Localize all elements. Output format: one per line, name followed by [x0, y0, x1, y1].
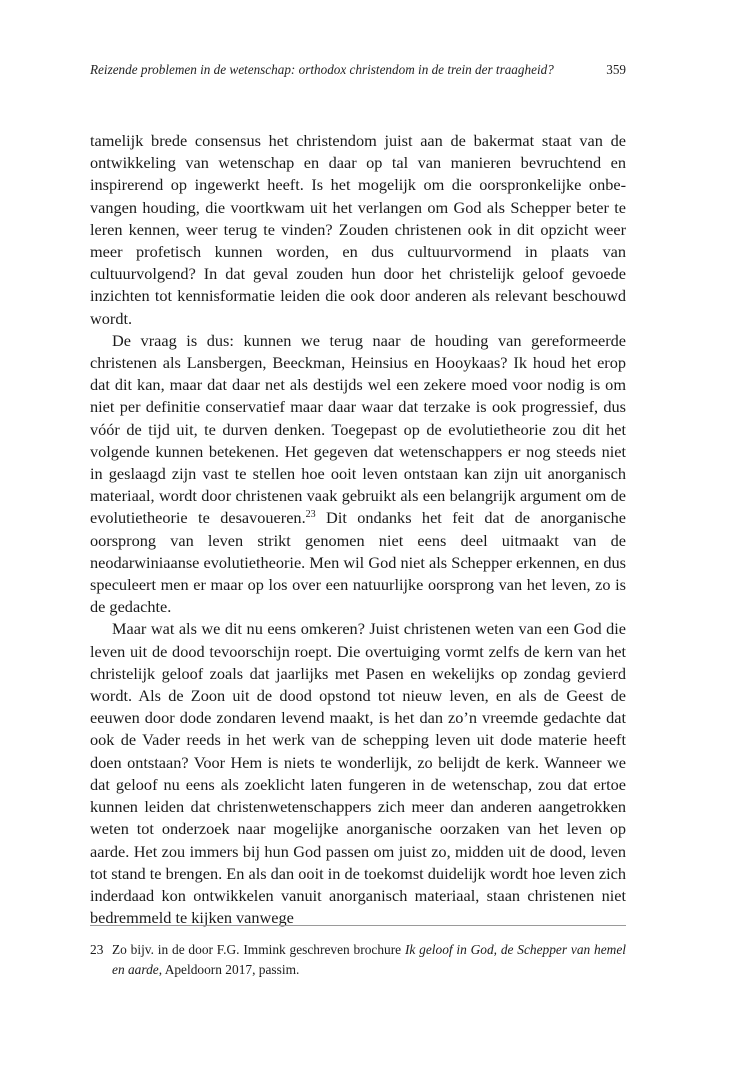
footnote-body	[112, 940, 626, 980]
footnote	[90, 940, 626, 980]
running-header	[90, 62, 626, 78]
paragraph-1: tamelijk brede consensus het christendom juist aan de bakermat staat van de ontwikkeling van wetenschap en daar op tal van manieren bevruchtend en inspirerend op ingewerkt heeft. Is het mogelijk om die oorspronkelijke onbevangen houding, die voortkwam uit het verlangen om God als Schepper beter te leren kennen, weer terug te vinden? Zouden christenen ook in dit opzicht weer meer profetisch kunnen worden, en dus cultuurvormend in plaats van cultuurvolgend? In dat geval zouden hun door het christelijk geloof gevoede inzichten tot kennisformatie leiden die ook door anderen als relevant beschouwd wordt.	[90, 131, 626, 328]
main-text	[90, 130, 626, 929]
footnote-divider	[90, 925, 626, 926]
paragraph-2-text-b: Dit ondanks het feit dat de anorganische oorsprong van leven strikt genomen niet eens deel uitmaakt van de neodarwiniaanse evolutietheorie. Men wil God niet als Schepper erkennen, en dus speculeert men er maar op los over een natuurlijke oorsprong van het leven, zo is de gedachte.	[90, 508, 626, 617]
footnote-reference: 23	[305, 509, 316, 521]
paragraph-3: Maar wat als we dit nu eens omkeren? Juist christenen weten van een God die leven uit de dood tevoorschijn roept. Die overtuiging vormt zelfs de kern van het christelijk geloof zoals dat jaarlijks met Pasen en wekelijks op zondag gevierd wordt. Als de Zoon uit de dood opstond tot nieuw leven, en als de Geest de eeuwen door dode zondaren levend maakt, is het dan zo’n vreemde gedachte dat ook de Vader reeds in het werk van de schepping leven uit dode materie heeft doen ontstaan? Voor Hem is niets te wonderlijk, zo belijdt de kerk. Wanneer we dat geloof nu eens als zoeklicht laten fungeren in de wetenschap, zou dat ertoe kunnen leiden dat christenwetenschappers zich meer dan anderen aangetrokken weten tot onderzoek naar mogelijke anorganische oorzaken van het leven op aarde. Het zou immers bij hun God passen om juist zo, midden uit de dood, leven tot stand te brengen. En als dan ooit in de toekomst duidelijk wordt hoe leven zich inderdaad kon ontwikkelen vanuit anorganisch materiaal, staan christenen niet bedremmeld te kijken vanwege	[90, 619, 626, 928]
paragraph-2	[90, 330, 626, 619]
paragraph-2-text-a: De vraag is dus: kunnen we terug naar de houding van gereformeerde christenen als Lansbergen, Beeckman, Heinsius en Hooykaas? Ik houd het erop dat dit kan, maar dat daar net als destijds wel een zekere moed voor nodig is om niet per definitie conservatief maar daar waar dat terzake is ook progressief, dus vóór de tijd uit, te durven denken. Toegepast op de evolutietheorie zou dit het volgende kunnen betekenen. Het gegeven dat wetenschappers er nog steeds niet in geslaagd zijn vast te stellen hoe ooit leven ontstaan kan zijn uit anorganisch materiaal, wordt door christenen vaak gebruikt als een belangrijk argument om de evolutietheorie te desavoueren.	[90, 330, 626, 528]
footnote-text-b: , Apeldoorn 2017, passim.	[158, 962, 300, 977]
footnote-number: 23	[90, 942, 104, 957]
page-number: 359	[606, 62, 626, 77]
footnote-title: Ik geloof in God, de Schepper van hemel en aarde	[112, 942, 626, 977]
running-title: Reizende problemen in de wetenschap: orthodox christendom in de trein der traagheid?	[90, 62, 554, 77]
footnote-text-a: Zo bijv. in de door F.G. Immink geschreven brochure	[112, 942, 405, 957]
